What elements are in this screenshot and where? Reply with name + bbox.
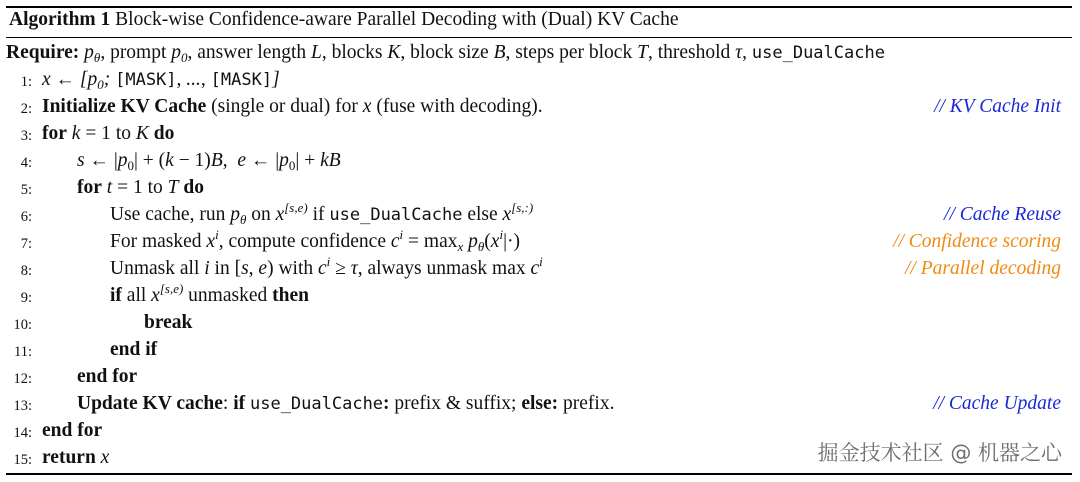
line-number: 2: xyxy=(20,101,32,117)
algorithm-title xyxy=(9,9,678,31)
line-body: Unmask all i in [s, e) with $c^i \ge \tau$, always unmask $\max c^i$ xyxy=(110,254,543,279)
dualcache-flag: use_DualCache xyxy=(751,43,885,63)
line-number: 6: xyxy=(20,209,32,225)
steps-var: T xyxy=(637,42,648,63)
algo-line-11 xyxy=(0,339,1080,366)
line-number: 14: xyxy=(13,425,32,441)
line-body: if all $x^{[s,e)}$ unmasked then xyxy=(110,281,309,306)
line-body: end if xyxy=(110,339,158,360)
algo-line-5 xyxy=(0,177,1080,204)
line-number: 15: xyxy=(13,452,32,468)
algo-line-10 xyxy=(0,312,1080,339)
line-number: 7: xyxy=(20,236,32,252)
bottom-rule xyxy=(6,473,1072,475)
line-number: 10: xyxy=(13,317,32,333)
algo-line-1 xyxy=(0,69,1080,96)
comment-cache-reuse: // Cache Reuse xyxy=(944,204,1061,225)
comment-parallel-decoding: // Parallel decoding xyxy=(905,258,1061,279)
answer-var: L xyxy=(311,42,322,63)
line-number: 1: xyxy=(20,74,32,90)
answer-text: , answer length xyxy=(187,42,307,63)
blocks-var: K xyxy=(387,42,401,63)
line-number: 9: xyxy=(20,290,32,306)
line-body: x ← [$p_0$; [MASK], ..., [MASK]] xyxy=(42,69,280,92)
model-var: $p_\theta$ xyxy=(84,42,101,65)
line-body: s ← $|p_0| + (k - 1)B$, e ← $|p_0|$ + kB xyxy=(77,150,341,173)
algo-line-3 xyxy=(0,123,1080,150)
line-number: 4: xyxy=(20,155,32,171)
line-body: break xyxy=(144,312,193,333)
line-body: For masked $x^i$, compute confidence $c^i = \max_x p_\theta(x^i|\cdot)$ xyxy=(110,227,520,254)
algo-line-9 xyxy=(0,281,1080,312)
algo-line-4 xyxy=(0,150,1080,177)
line-body: Update KV cache: if use_DualCache: prefix & suffix; else: prefix. xyxy=(77,393,615,414)
line-number: 12: xyxy=(13,371,32,387)
blocks-text: , blocks xyxy=(321,42,383,63)
line-body: for k = 1 to K do xyxy=(42,123,175,144)
prompt-var: $p_0$ xyxy=(171,42,188,65)
threshold-var: τ xyxy=(735,42,743,63)
require-line xyxy=(6,42,885,64)
algorithm-caption: Block-wise Confidence-aware Parallel Decoding with (Dual) KV Cache xyxy=(115,9,679,30)
algo-line-6 xyxy=(0,200,1080,231)
line-number: 13: xyxy=(13,398,32,414)
comment-cache-update: // Cache Update xyxy=(933,393,1061,414)
comment-kv-cache-init: // KV Cache Init xyxy=(934,96,1061,117)
top-rule xyxy=(6,6,1072,8)
flag-sep: , xyxy=(742,42,748,63)
comment-confidence-scoring: // Confidence scoring xyxy=(893,231,1061,252)
prompt-text: , prompt xyxy=(100,42,167,63)
line-body: return x xyxy=(42,447,110,468)
line-number: 5: xyxy=(20,182,32,198)
line-body: end for xyxy=(42,420,103,441)
line-body: for t = 1 to T do xyxy=(77,177,204,198)
require-label: Require: xyxy=(6,42,80,63)
line-number: 11: xyxy=(14,344,32,360)
line-body: Initialize KV Cache (single or dual) for x (fuse with decoding). xyxy=(42,96,543,117)
line-number: 8: xyxy=(20,263,32,279)
line-number: 3: xyxy=(20,128,32,144)
blocksize-var: B xyxy=(493,42,506,63)
watermark: 掘金技术社区 @ 机器之心 xyxy=(817,441,1062,465)
steps-text: , steps per block xyxy=(505,42,633,63)
caption-rule xyxy=(6,37,1072,38)
algo-line-2 xyxy=(0,96,1080,123)
algo-line-12 xyxy=(0,366,1080,393)
threshold-text: , threshold xyxy=(647,42,731,63)
algo-line-13 xyxy=(0,393,1080,420)
blocksize-text: , block size xyxy=(400,42,489,63)
line-body: end for xyxy=(77,366,138,387)
algorithm-label: Algorithm 1 xyxy=(9,9,111,30)
line-body: Use cache, run $p_\theta$ on $x^{[s,e)}$ if use_DualCache else $x^{[s,:)}$ xyxy=(110,200,534,227)
